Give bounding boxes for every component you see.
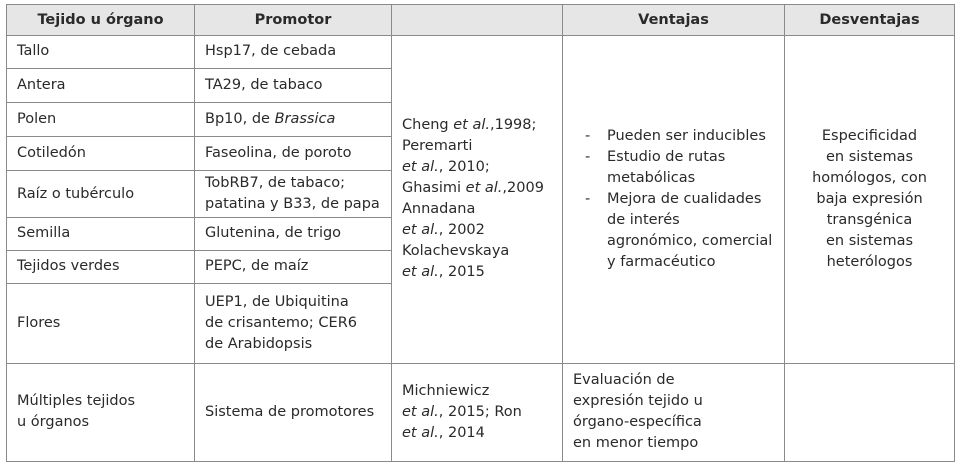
- promoter-italic: Brassica: [274, 111, 336, 128]
- promoter-cell: [195, 102, 392, 137]
- reference-line: et al., 2015: [402, 264, 485, 281]
- disadvantage-line: en sistemas: [825, 232, 914, 249]
- ref-italic: et al.: [402, 222, 439, 239]
- disadvantage-line: Especificidad: [821, 127, 918, 144]
- organ-cell: [7, 363, 195, 461]
- promoter-line: PEPC, de maíz: [205, 258, 309, 275]
- organ-cell: Tejidos verdes: [7, 250, 195, 284]
- advantages-cell: [563, 36, 785, 364]
- organ-cell: Polen: [7, 102, 195, 137]
- reference-line: Kolachevskaya: [402, 243, 510, 260]
- ref-italic: et al.: [402, 264, 439, 281]
- promoter-line: patatina y B33, de papa: [205, 196, 380, 213]
- header-disadvantages: Desventajas: [785, 5, 955, 36]
- ref-italic: et al.: [402, 424, 439, 441]
- promoter-cell: [195, 137, 392, 171]
- organ-cell: Antera: [7, 68, 195, 102]
- disadvantage-line: homólogos, con: [812, 169, 927, 186]
- table-row: [7, 363, 955, 461]
- reference-line: Peremarti: [402, 138, 473, 155]
- advantage-item: - Mejora de cualidades de interés agronómico, comercial y farmacéutico: [585, 189, 774, 273]
- promoter-cell: [195, 217, 392, 250]
- promoter-line: TA29, de tabaco: [205, 76, 323, 93]
- promoter-line: de crisantemo; CER6: [205, 314, 358, 331]
- advantage-line: Evaluación de: [573, 372, 675, 389]
- promoter-cell: [195, 250, 392, 284]
- advantages-list: [573, 126, 774, 273]
- promoter-cell: [195, 171, 392, 218]
- advantage-line: expresión tejido u: [573, 393, 703, 410]
- advantage-item: - Estudio de rutas metabólicas: [585, 147, 774, 189]
- promoter-cell: Sistema de promotores: [195, 363, 392, 461]
- reference-line: Ghasimi et al.,2009: [402, 180, 544, 197]
- header-organ: Tejido u órgano: [7, 5, 195, 36]
- organ-cell: Flores: [7, 284, 195, 363]
- reference-line: et al., 2002: [402, 222, 485, 239]
- ref-italic: et al.: [465, 180, 503, 197]
- organ-line: Múltiples tejidos: [17, 393, 136, 410]
- disadvantage-line: heterólogos: [826, 253, 913, 270]
- reference-line: Cheng et al.,1998;: [402, 117, 537, 134]
- promoter-cell: [195, 68, 392, 102]
- advantage-line: órgano-específica: [573, 414, 702, 431]
- disadvantages-cell: [785, 36, 955, 364]
- header-references: [392, 5, 563, 36]
- ref-italic: et al.: [402, 159, 439, 176]
- header-promoter: Promotor: [195, 5, 392, 36]
- promoter-line: de Arabidopsis: [205, 335, 313, 352]
- reference-line: et al., 2010;: [402, 159, 490, 176]
- promoter-line: UEP1, de Ubiquitina: [205, 293, 349, 310]
- reference-line: Michniewicz: [402, 382, 490, 399]
- promoter-line: Glutenina, de trigo: [205, 225, 342, 242]
- reference-line: Annadana: [402, 201, 476, 218]
- ref-italic: et al.: [402, 403, 439, 420]
- header-row: [7, 5, 955, 36]
- organ-cell: Semilla: [7, 217, 195, 250]
- advantage-item: - Pueden ser inducibles: [585, 126, 774, 147]
- advantage-line: en menor tiempo: [573, 435, 699, 452]
- organ-line: u órganos: [17, 414, 90, 431]
- header-advantages: Ventajas: [563, 5, 785, 36]
- organ-cell: Cotiledón: [7, 137, 195, 171]
- promoter-table: [6, 4, 955, 462]
- ref-italic: et al.: [453, 117, 490, 134]
- advantages-cell: [563, 363, 785, 461]
- disadvantage-line: baja expresión: [816, 190, 923, 207]
- table-row: [7, 36, 955, 69]
- disadvantage-line: en sistemas: [825, 148, 914, 165]
- promoter-line: Hsp17, de cebada: [205, 43, 337, 60]
- references-cell: [392, 36, 563, 364]
- disadvantages-cell: [785, 363, 955, 461]
- promoter-line: TobRB7, de tabaco;: [205, 175, 346, 192]
- organ-cell: Tallo: [7, 36, 195, 69]
- organ-cell: Raíz o tubérculo: [7, 171, 195, 218]
- reference-line: et al., 2015; Ron: [402, 403, 522, 420]
- promoter-line: Faseolina, de poroto: [205, 145, 352, 162]
- promoter-cell: [195, 284, 392, 363]
- disadvantage-line: transgénica: [826, 211, 913, 228]
- promoter-cell: [195, 36, 392, 69]
- references-cell: [392, 363, 563, 461]
- promoter-line: Bp10, de Brassica: [205, 111, 336, 128]
- reference-line: et al., 2014: [402, 424, 485, 441]
